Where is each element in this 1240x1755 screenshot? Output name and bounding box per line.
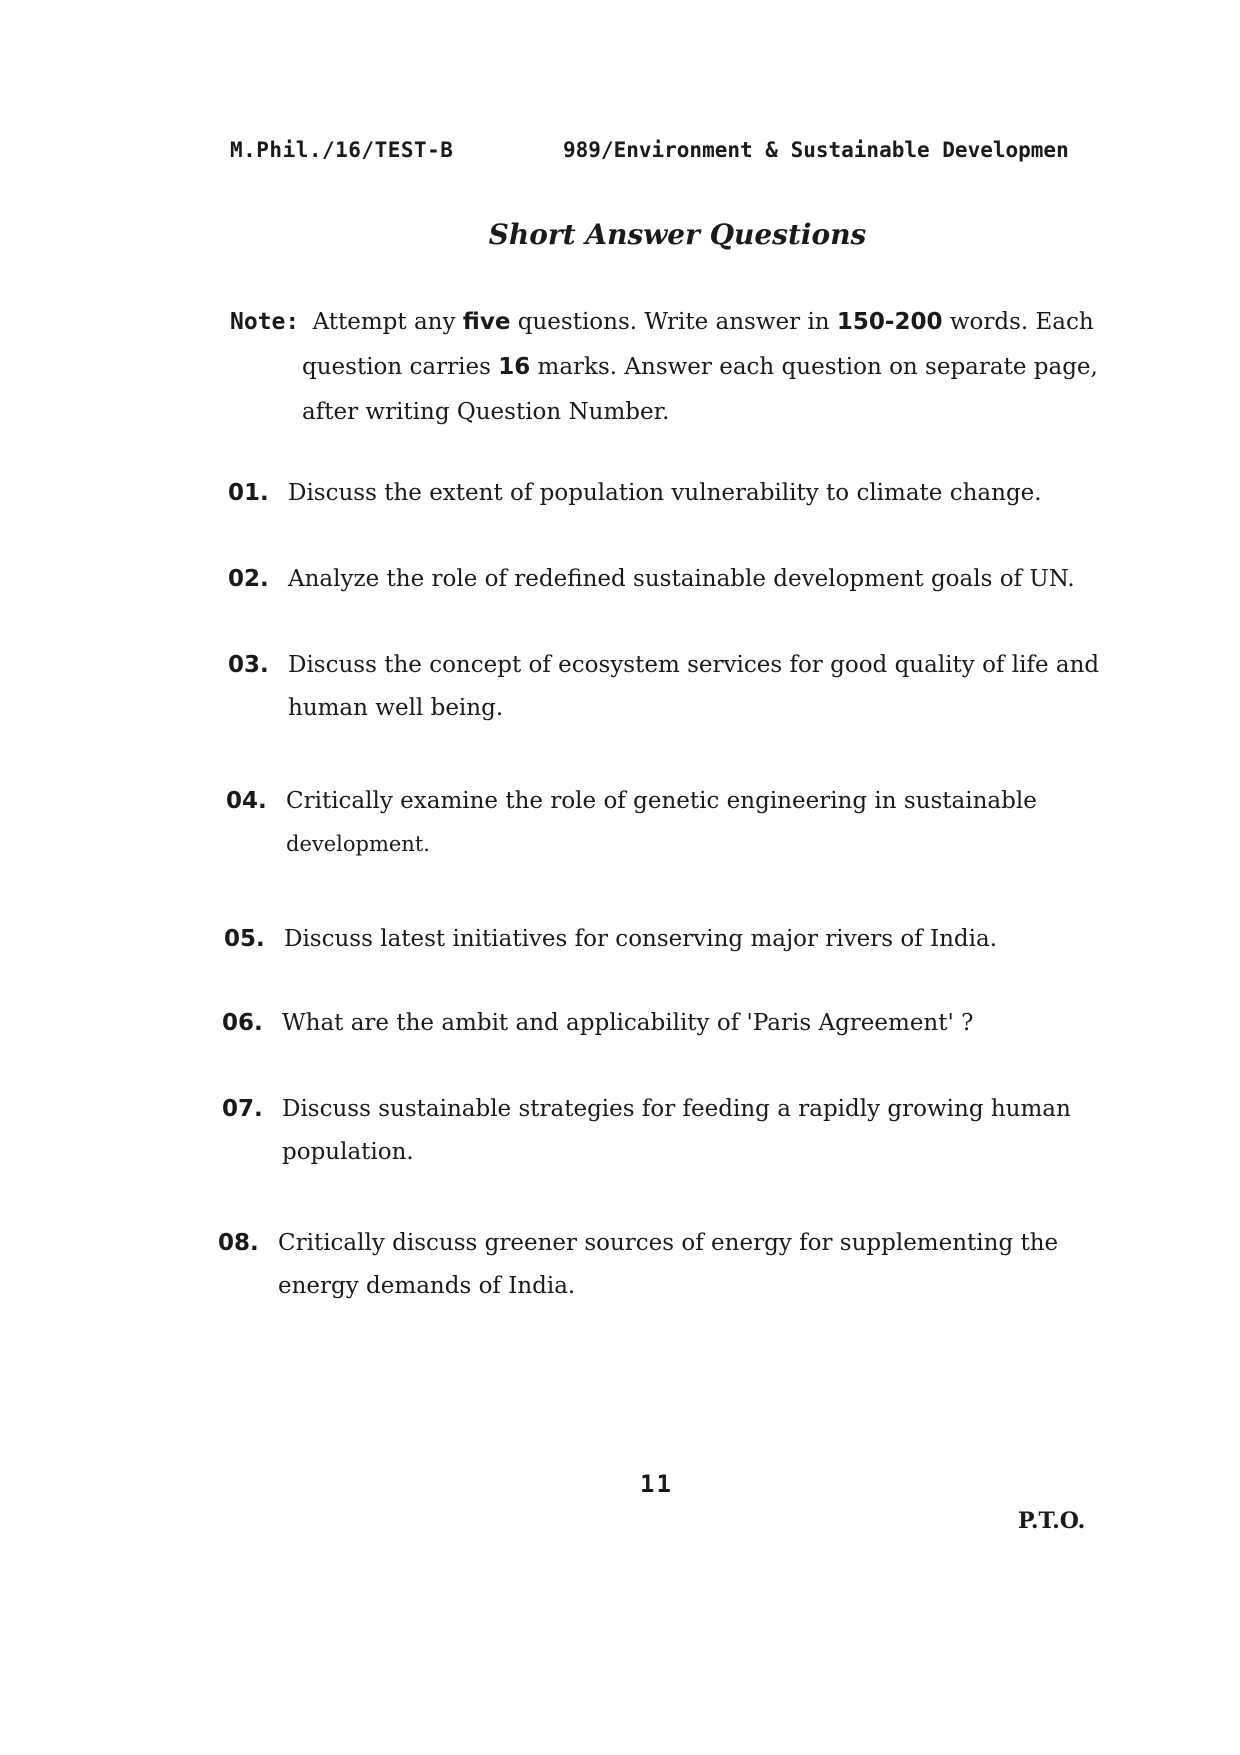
question-line: human well being. [288,695,504,721]
note-text: questions. Write answer in [517,309,830,335]
page-number: 11 [640,1470,673,1498]
question-number: 03. [228,652,269,678]
question-text [288,558,1075,601]
pto-label: P.T.O. [1018,1508,1086,1534]
question-number: 04. [226,788,267,814]
note-label: Note: [230,309,300,335]
question-number: 01. [228,480,269,506]
note-text: marks. Answer each question on separate page, [537,354,1098,380]
question-text [282,1002,973,1045]
note-bold: 150-200 [836,309,943,335]
note-text: words. Each [949,309,1094,335]
note-text: question carries [302,354,491,380]
question-number: 06. [222,1010,263,1036]
question-line: Discuss the extent of population vulnerability to climate change. [288,480,1042,506]
question-line: Discuss latest initiatives for conserving major rivers of India. [284,926,997,952]
course-code: M.Phil./16/TEST-B [230,138,454,162]
note-bold: five [462,309,511,335]
question-text [282,1088,1071,1174]
question-line: Discuss sustainable strategies for feeding a rapidly growing human [282,1096,1071,1122]
question-text [286,780,1037,866]
note-bold: 16 [498,354,531,380]
question-number: 05. [224,926,265,952]
question-text [288,472,1042,515]
question-line: energy demands of India. [278,1273,576,1299]
question-number: 07. [222,1096,263,1122]
question-line: Critically examine the role of genetic engineering in sustainable [286,788,1037,814]
paper-title: 989/Environment & Sustainable Developmen [563,138,1069,162]
question-number: 02. [228,566,269,592]
question-line: Discuss the concept of ecosystem services for good quality of life and [288,652,1100,678]
note-line-1 [230,300,1130,345]
question-line: What are the ambit and applicability of 'Paris Agreement' ? [282,1010,974,1036]
section-title: Short Answer Questions [488,218,867,251]
question-number: 08. [218,1230,259,1256]
question-line: development. [286,832,430,856]
question-line: population. [282,1139,414,1165]
question-text [288,644,1099,730]
question-line: Analyze the role of redefined sustainable development goals of UN. [288,566,1075,592]
question-line: Critically discuss greener sources of energy for supplementing the [278,1230,1059,1256]
note-text: Attempt any [312,309,456,335]
note-line-3: after writing Question Number. [302,399,670,425]
question-text [278,1222,1058,1308]
instructions-note [230,300,1130,435]
note-line-2 [230,345,1130,390]
question-text [284,918,997,961]
